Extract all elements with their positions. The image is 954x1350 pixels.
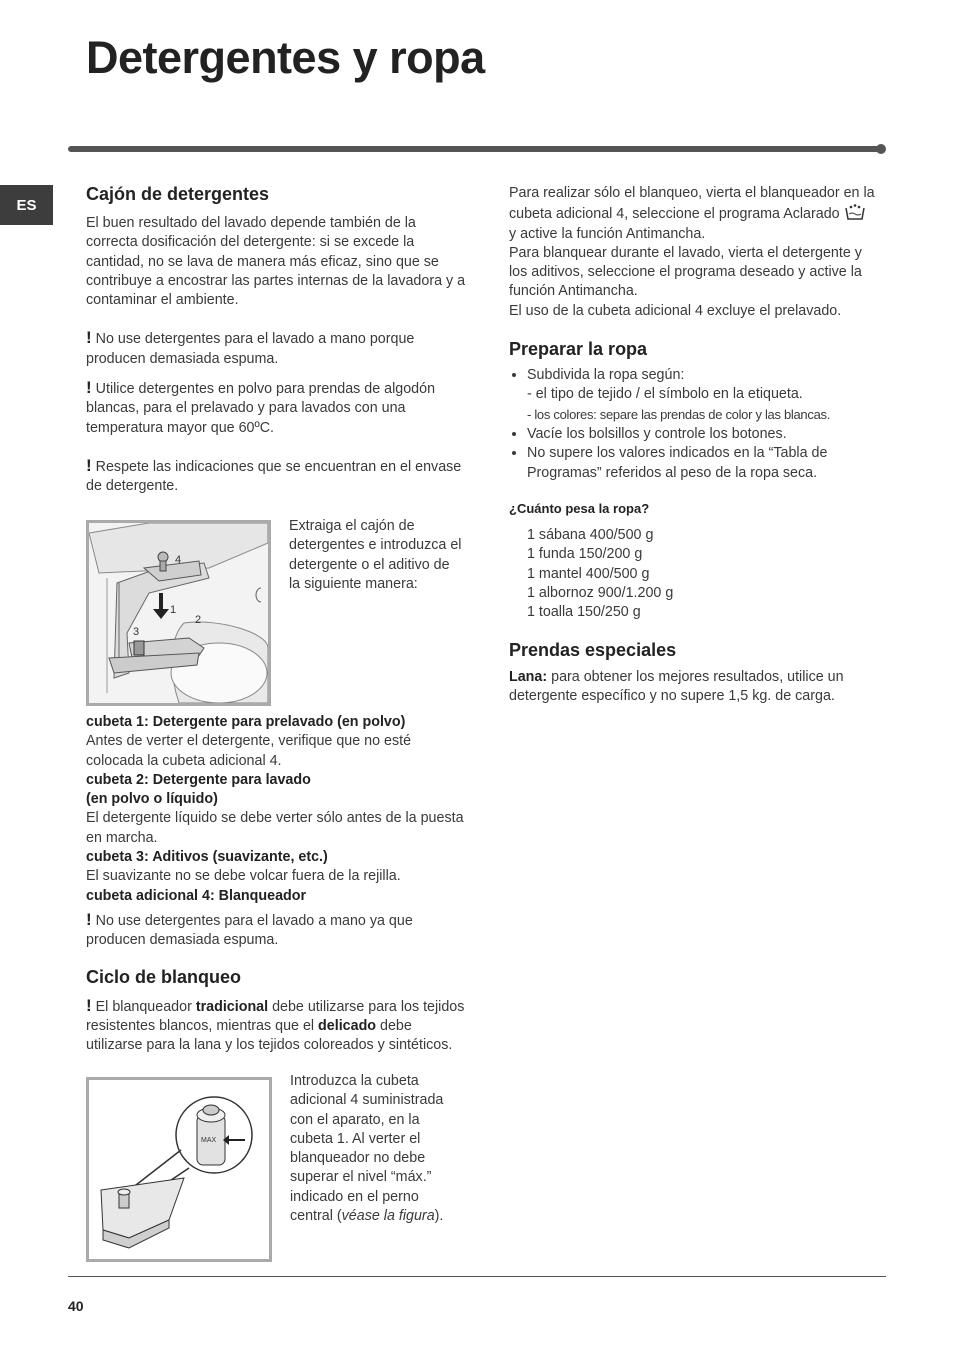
cubeta-2-title: cubeta 2: Detergente para lavado [86, 771, 311, 788]
text-span: Para realizar sólo el blanqueo, vierta el blanqueador en la cubeta adicional 4, seleccione el programa Aclarado [509, 185, 875, 223]
list-item-text: Subdivida la ropa según: [527, 367, 685, 384]
warning-4 [86, 910, 466, 951]
language-tab: ES [0, 185, 53, 225]
fig1-caption: Extraiga el cajón de detergentes e introduzca el detergente o el aditivo de la siguiente manera: [289, 518, 462, 592]
heading-especiales: Prendas especiales [509, 639, 677, 660]
list-item: • No supere los valores indicados en la “Tabla de Programas” referidos al peso de la ropa seca. [527, 444, 879, 483]
warning-1 [86, 328, 466, 369]
prep-list [509, 366, 879, 483]
lana-paragraph [509, 668, 879, 707]
list-sub-item: - el tipo de tejido / el símbolo en la etiqueta. [527, 386, 803, 403]
warning-mark: ! [86, 995, 92, 1015]
weight-item: 1 funda 150/200 g [527, 546, 643, 563]
heading-cajon: Cajón de detergentes [86, 184, 270, 204]
text-span: debe utilizarse para los tejidos resistentes blancos, mientras que el [86, 998, 465, 1034]
fig2-caption [290, 1072, 465, 1226]
text-span: debe utilizarse para la lana y los tejidos coloreados y sintéticos. [86, 1017, 453, 1054]
warning-text: No use detergentes para el lavado a mano porque producen demasiada espuma. [86, 331, 415, 367]
ciclo-paragraph [86, 996, 466, 1056]
label-2: 2 [195, 614, 202, 626]
warning-3 [86, 456, 466, 497]
caption-text: ). [434, 1208, 444, 1225]
cubeta-1-title: cubeta 1: Detergente para prelavado (en polvo) [86, 714, 406, 730]
warning-mark: ! [86, 909, 92, 929]
label-3: 3 [133, 626, 140, 638]
max-label: MAX [201, 1137, 217, 1144]
exclusion-paragraph: El uso de la cubeta adicional 4 excluye el prelavado. [509, 302, 842, 319]
page-title: Detergentes y ropa [86, 32, 485, 83]
list-item: • Vacíe los bolsillos y controle los botones. [527, 425, 879, 444]
warning-text: Utilice detergentes en polvo para prendas de algodón blancas, para el prelavado y para lavados con una temperatura mayor que 60ºC. [86, 381, 436, 436]
warning-2 [86, 378, 466, 438]
title-rule [68, 146, 884, 152]
rinse-icon [844, 203, 866, 221]
warning-mark: ! [86, 455, 92, 475]
left-column-top [86, 183, 466, 497]
compartment-list [86, 713, 466, 1055]
text-span: El blanqueador [91, 998, 196, 1015]
cubeta-2-text: El detergente líquido se debe verter sólo antes de la puesta en marcha. [86, 810, 464, 846]
heading-cuanto: ¿Cuánto pesa la ropa? [509, 500, 650, 516]
text-bold: tradicional [195, 998, 269, 1015]
page-number: 40 [68, 1298, 84, 1314]
label-1: 1 [170, 604, 177, 616]
weight-item: 1 albornoz 900/1.200 g [527, 585, 674, 602]
text-bold: delicado [318, 1017, 377, 1034]
bleach-wash-paragraph: Para blanquear durante el lavado, vierta el detergente y los aditivos, seleccione el programa deseado y active la función Antimancha. [509, 244, 862, 300]
drawer-figure [86, 520, 271, 706]
warning-mark: ! [86, 328, 92, 348]
footer-rule [68, 1276, 886, 1277]
lana-text: para obtener los mejores resultados, utilice un detergente específico y no supere 1,5 kg. de carga. [509, 668, 844, 704]
bleach-figure [86, 1077, 272, 1262]
list-item [527, 366, 879, 425]
weights-list [509, 526, 879, 622]
bleach-cup-illustration [89, 1080, 269, 1259]
cubeta-2-subtitle: (en polvo o líquido) [86, 791, 218, 808]
warning-text: No use detergentes para el lavado a mano ya que producen demasiada espuma. [86, 912, 413, 949]
cubeta-3-text: El suavizante no se debe volcar fuera de la rejilla. [86, 868, 401, 885]
bleach-only-paragraph [509, 184, 879, 225]
cubeta-4-title: cubeta adicional 4: Blanqueador [86, 887, 307, 904]
label-4: 4 [175, 554, 182, 566]
cubeta-3-title: cubeta 3: Aditivos (suavizante, etc.) [86, 849, 328, 866]
weight-item: 1 toalla 150/250 g [527, 604, 641, 621]
lana-label: Lana: [509, 668, 548, 685]
right-column [509, 184, 879, 706]
warning-mark: ! [86, 378, 92, 398]
heading-ciclo: Ciclo de blanqueo [86, 966, 242, 987]
bleach-only-paragraph-end: y active la función Antimancha. [509, 225, 706, 242]
drawer-illustration [89, 523, 268, 703]
list-sub-item: - los colores: separe las prendas de color y las blancas. [527, 406, 831, 422]
weight-item: 1 mantel 400/500 g [527, 565, 650, 582]
cubeta-1-text: Antes de verter el detergente, verifique que no esté colocada la cubeta adicional 4. [86, 733, 412, 769]
intro-paragraph: El buen resultado del lavado depende también de la correcta dosificación del detergente: si se excede la cantidad, no se lava de manera más eficaz, sino que se contribuye a encostrar las partes internas de la lavadora y a contaminar el ambiente. [86, 215, 466, 309]
heading-preparar: Preparar la ropa [509, 339, 648, 360]
warning-text: Respete las indicaciones que se encuentran en el envase de detergente. [86, 458, 462, 495]
caption-text: Introduzca la cubeta adicional 4 suministrada con el aparato, en la cubeta 1. Al verter el blanqueador no debe superar el nivel “máx.” indicado en el perno central ( [290, 1073, 444, 1225]
weight-item: 1 sábana 400/500 g [527, 527, 654, 544]
caption-italic: véase la figura [341, 1208, 435, 1225]
